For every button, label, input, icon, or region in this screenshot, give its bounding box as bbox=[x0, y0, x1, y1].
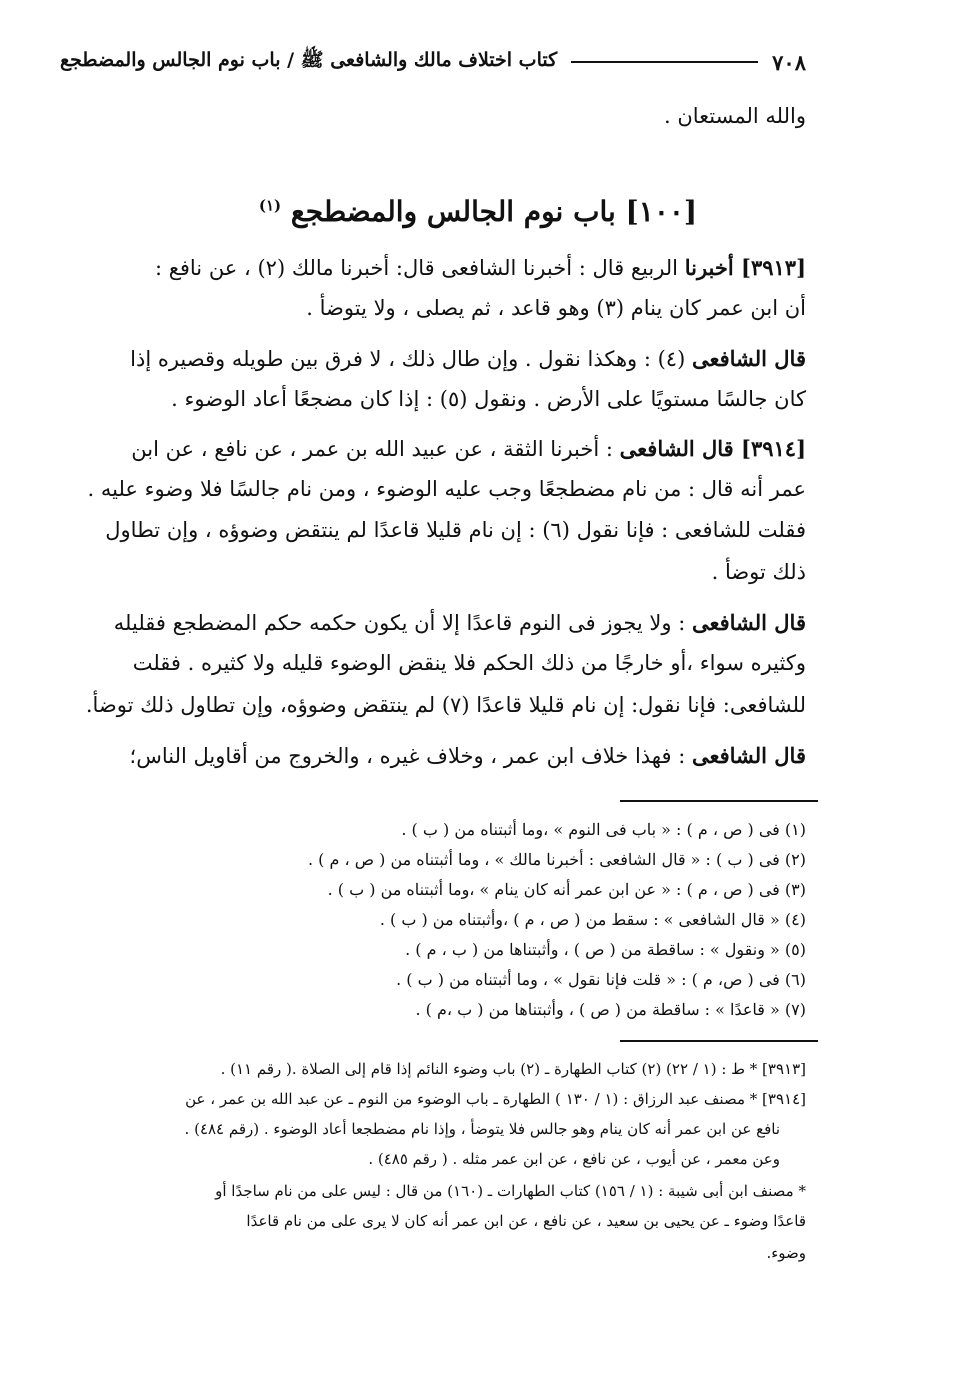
line-text: ذلك توضأ . bbox=[711, 560, 806, 584]
footnote: (٦) فى ( ص، م ) : « قلت فإنا نقول » ، وما أثبتناه من ( ب ) . bbox=[396, 970, 806, 989]
reference-line: [٣٩١٣] * ط : (١ / ٢٢) (٢) كتاب الطهارة ـ (٢) باب وضوء النائم إذا قام إلى الصلاة .( رقم ١١) . bbox=[220, 1060, 806, 1078]
bold-lead: قال الشافعى bbox=[691, 610, 806, 635]
line-text: (٤) : وهكذا نقول . وإن طال ذلك ، لا فرق بين طويله وقصيره إذا bbox=[130, 347, 692, 371]
body-line bbox=[62, 348, 806, 370]
reference-line: [٣٩١٤] * مصنف عبد الرزاق : (١ / ١٣٠ ) الطهارة ـ باب الوضوء من النوم ـ عن عبد الله بن عمر ، عن bbox=[185, 1090, 806, 1108]
references-rule bbox=[620, 1040, 818, 1042]
body-line bbox=[62, 562, 806, 583]
body-line bbox=[62, 389, 806, 410]
line-text: عمر أنه قال : من نام مضطجعًا وجب عليه الوضوء ، ومن نام جالسًا فلا وضوء عليه . bbox=[87, 477, 806, 501]
line-text: فقلت للشافعى : فإنا نقول (٦) : إن نام قليلا قاعدًا لم ينتقض وضوؤه ، وإن تطاول bbox=[105, 518, 806, 542]
bold-lead: قال الشافعى bbox=[691, 743, 806, 768]
line-text: كان جالسًا مستويًا على الأرض . ونقول (٥) : إذا كان مضجعًا أعاد الوضوء . bbox=[171, 387, 806, 411]
reference-line: وعن معمر ، عن أيوب ، عن نافع ، عن ابن عمر مثله . ( رقم ٤٨٥) . bbox=[368, 1150, 780, 1168]
chapter-heading-note: (١) bbox=[258, 196, 282, 215]
footnote: (٧) « قاعدًا » : ساقطة من ( ص ) ، وأثبتناها من ( ب ،م ) . bbox=[415, 1000, 806, 1019]
bold-lead: [٣٩١٣] أخبرنا bbox=[684, 255, 806, 280]
footnote: (٢) فى ( ب ) : « قال الشافعى : أخبرنا مالك » ، وما أثبتناه من ( ص ، م ) . bbox=[307, 850, 806, 869]
line-text: : فهذا خلاف ابن عمر ، وخلاف غيره ، والخروج من أقاويل الناس؛ bbox=[129, 744, 692, 768]
footnote: (٤) « قال الشافعى » : سقط من ( ص ، م ) ،وأثبتناه من ( ب ) . bbox=[379, 910, 806, 929]
reference-line: وضوء. bbox=[766, 1244, 806, 1262]
body-line bbox=[62, 612, 806, 634]
footnote-rule bbox=[620, 800, 818, 802]
line-text: : أخبرنا الثقة ، عن عبيد الله بن عمر ، عن نافع ، عن ابن bbox=[131, 437, 620, 461]
body-line bbox=[62, 298, 806, 319]
intro-line: والله المستعان . bbox=[663, 104, 806, 128]
reference-line: نافع عن ابن عمر أنه كان ينام وهو جالس فلا يتوضأ ، وإذا نام مضطجعا أعاد الوضوء . (رقم ٤٨٤) . bbox=[184, 1120, 780, 1138]
chapter-heading bbox=[0, 195, 956, 228]
bold-lead: [٣٩١٤] قال الشافعى bbox=[619, 436, 806, 461]
body-line bbox=[62, 520, 806, 541]
reference-line: * مصنف ابن أبى شيبة : (١ / ١٥٦) كتاب الطهارات ـ (١٦٠) من قال : ليس على من نام ساجدًا أو bbox=[215, 1182, 806, 1200]
page-number: ٧٠٨ bbox=[772, 49, 806, 75]
running-header bbox=[60, 48, 806, 76]
body-line bbox=[62, 653, 806, 674]
body-line bbox=[62, 745, 806, 767]
header-rule bbox=[571, 61, 758, 63]
line-text: وكثيره سواء ،أو خارجًا من ذلك الحكم فلا ينقض الوضوء قليله ولا كثيره . فقلت bbox=[132, 651, 806, 675]
footnote: (١) فى ( ص ، م ) : « باب فى النوم » ،وما أثبتناه من ( ب ) . bbox=[401, 820, 806, 839]
body-line bbox=[62, 479, 806, 500]
chapter-heading-text: [١٠٠] باب نوم الجالس والمضطجع bbox=[290, 195, 698, 228]
bold-lead: قال الشافعى bbox=[691, 346, 806, 371]
line-text: الربيع قال : أخبرنا الشافعى قال: أخبرنا مالك (٢) ، عن نافع : bbox=[154, 256, 685, 280]
line-text: : ولا يجوز فى النوم قاعدًا إلا أن يكون حكمه حكم المضطجع فقليله bbox=[113, 611, 692, 635]
line-text: للشافعى: فإنا نقول: إن نام قليلا قاعدًا (٧) لم ينتقض وضوؤه، وإن تطاول ذلك توضأ. bbox=[85, 693, 806, 717]
body-line bbox=[62, 257, 806, 279]
footnote: (٣) فى ( ص ، م ) : « عن ابن عمر أنه كان ينام » ،وما أثبتناه من ( ب ) . bbox=[327, 880, 806, 899]
line-text: أن ابن عمر كان ينام (٣) وهو قاعد ، ثم يصلى ، ولا يتوضأ . bbox=[306, 296, 806, 320]
body-line bbox=[62, 695, 806, 716]
reference-line: قاعدًا وضوء ـ عن يحيى بن سعيد ، عن نافع ، عن ابن عمر أنه كان لا يرى على من نام قاعدًا bbox=[246, 1212, 806, 1230]
footnote: (٥) « ونقول » : ساقطة من ( ص ) ، وأثبتناها من ( ب ، م ) . bbox=[405, 940, 806, 959]
body-line bbox=[62, 438, 806, 460]
running-title: كتاب اختلاف مالك والشافعى ﷺ / باب نوم الجالس والمضطجع bbox=[60, 49, 558, 71]
